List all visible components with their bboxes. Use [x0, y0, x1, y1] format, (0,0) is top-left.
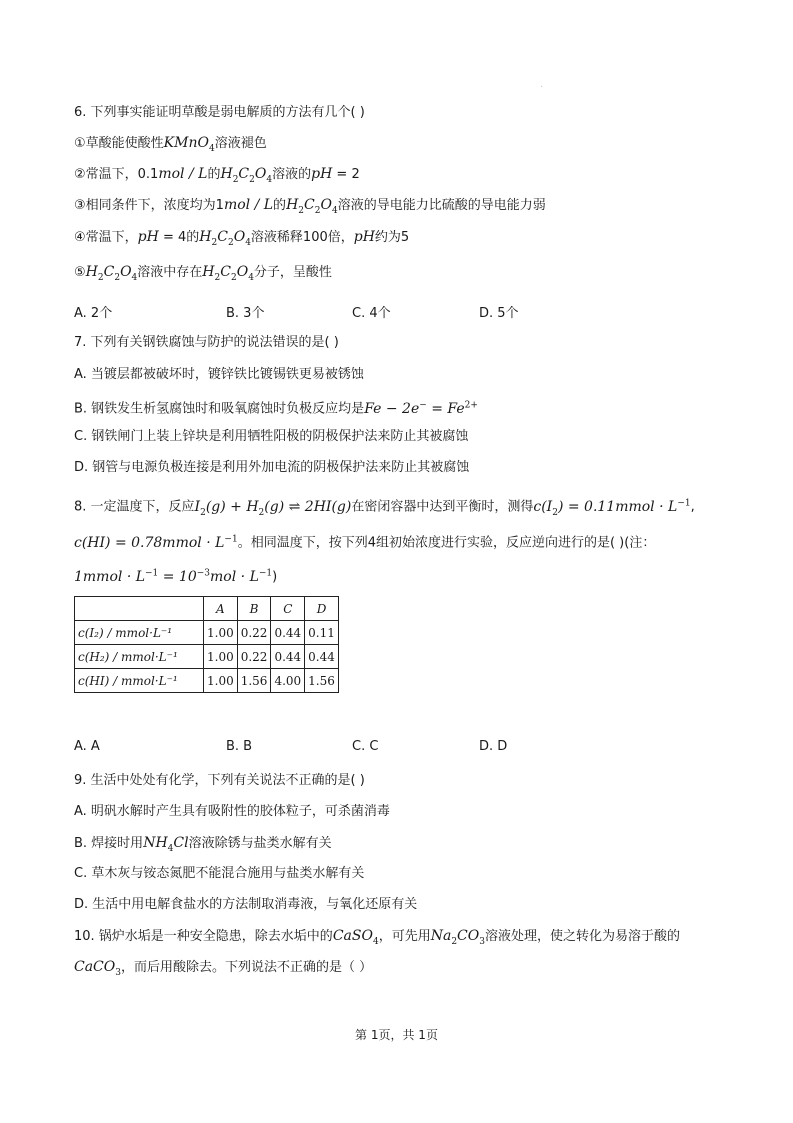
q9-stem: 9. 生活中处处有化学，下列有关说法不正确的是( ) — [74, 773, 365, 788]
q7-option-a: A. 当镀层都被破坏时，镀锌铁比镀锡铁更易被锈蚀 — [74, 367, 364, 382]
table-cell: 1.00 — [204, 645, 238, 669]
table-cell: 0.22 — [237, 621, 271, 645]
table-header-row — [75, 597, 339, 621]
scan-dot: · — [540, 82, 544, 93]
row-label: c(H₂) / mmol·L⁻¹ — [75, 645, 204, 669]
q9-option-c: C. 草木灰与铵态氮肥不能混合施用与盐类水解有关 — [74, 866, 365, 881]
table-cell: 1.56 — [305, 669, 339, 693]
q8-option-d: D. D — [479, 739, 508, 754]
q6-option-c: C. 4个 — [352, 306, 391, 321]
table-header-d: D — [305, 597, 339, 621]
q10-stem-line-2: CaCO$_3$，而后用酸除去。下列说法不正确的是（ ） — [74, 959, 373, 978]
table-header-c: C — [271, 597, 305, 621]
q7-option-b: B. 钢铁发生析氢腐蚀时和吸氧腐蚀时负极反应均是$Fe - 2e^- = Fe^{2+}$ — [74, 400, 478, 417]
page-footer: 第 1页，共 1页 — [355, 1028, 438, 1042]
table-row — [75, 621, 339, 645]
table-cell: 0.44 — [305, 645, 339, 669]
q9-option-d: D. 生活中用电解食盐水的方法制取消毒液，与氧化还原有关 — [74, 897, 418, 912]
table-header-a: A — [204, 597, 238, 621]
table-cell: 4.00 — [271, 669, 305, 693]
q7-option-c: C. 钢铁闸门上装上锌块是利用牺牲阳极的阴极保护法来防止其被腐蚀 — [74, 429, 469, 444]
q6-item-1: ①草酸能使酸性KMnO$_4$溶液褪色 — [74, 135, 267, 154]
table-cell: 0.44 — [271, 645, 305, 669]
row-label: c(I₂) / mmol·L⁻¹ — [75, 621, 204, 645]
q10-stem-line-1: 10. 锅炉水垢是一种安全隐患，除去水垢中的CaSO$_4$，可先用$Na_2CO_3$溶液处理，使之转化为易溶于酸的 — [74, 928, 680, 947]
q8-option-a: A. A — [74, 739, 100, 754]
q6-item-2: ②常温下，0.1mol / L的$H_2C_2O_4$溶液的pH = 2 — [74, 166, 360, 185]
table-row — [75, 645, 339, 669]
formula-kmno4: KMnO$_4$ — [163, 135, 215, 154]
table-cell: 1.56 — [237, 669, 271, 693]
q6-item-5: $⑤H_2C_2O_4$溶液中存在$H_2C_2O_4$分子，呈酸性 — [74, 264, 332, 283]
q8-concentration-table — [74, 596, 339, 693]
q8-option-c: C. C — [352, 739, 379, 754]
q9-option-a: A. 明矾水解时产生具有吸附性的胶体粒子，可杀菌消毒 — [74, 804, 390, 819]
table-corner-cell — [75, 597, 204, 621]
table-cell: 0.11 — [305, 621, 339, 645]
q7-stem: 7. 下列有关钢铁腐蚀与防护的说法错误的是( ) — [74, 335, 339, 350]
q6-stem: 6. 下列事实能证明草酸是弱电解质的方法有几个( ) — [74, 105, 365, 120]
q8-stem-line-2: c(HI) = 0.78mmol · $L^{-1}$。相同温度下，按下列4组初始浓度进行实验，反应逆向进行的是( )(注： — [74, 534, 656, 551]
q8-stem-line-3: 1mmol · $L^{-1} = 10^{-3}mol \cdot L^{-1}$) — [74, 568, 278, 585]
q8-stem-line-1: 8. 一定温度下，反应$I_2(g) + H_2(g)$ ⇌ 2HI(g)在密闭容器中达到平衡时，测得$c(I_2)$ = 0.11mmol · $L^{-1}$, — [74, 498, 695, 518]
q9-option-b: B. 焊接时用$NH_4Cl$溶液除锈与盐类水解有关 — [74, 835, 332, 854]
q6-option-b: B. 3个 — [226, 306, 265, 321]
table-cell: 1.00 — [204, 621, 238, 645]
q7-option-d: D. 钢管与电源负极连接是利用外加电流的阴极保护法来防止其被腐蚀 — [74, 460, 470, 475]
q6-option-a: A. 2个 — [74, 306, 113, 321]
q8-option-b: B. B — [226, 739, 253, 754]
table-cell: 0.44 — [271, 621, 305, 645]
table-row — [75, 669, 339, 693]
q6-option-d: D. 5个 — [479, 306, 519, 321]
q6-item-3: ③相同条件下，浓度均为1mol / L的$H_2C_2O_4$溶液的导电能力比硫酸的导电能力弱 — [74, 197, 546, 216]
q6-item-4: ④常温下，pH = 4的$H_2C_2O_4$溶液稀释100倍，pH约为5 — [74, 229, 410, 248]
table-cell: 0.22 — [237, 645, 271, 669]
table-header-b: B — [237, 597, 271, 621]
row-label: c(HI) / mmol·L⁻¹ — [75, 669, 204, 693]
table-cell: 1.00 — [204, 669, 238, 693]
